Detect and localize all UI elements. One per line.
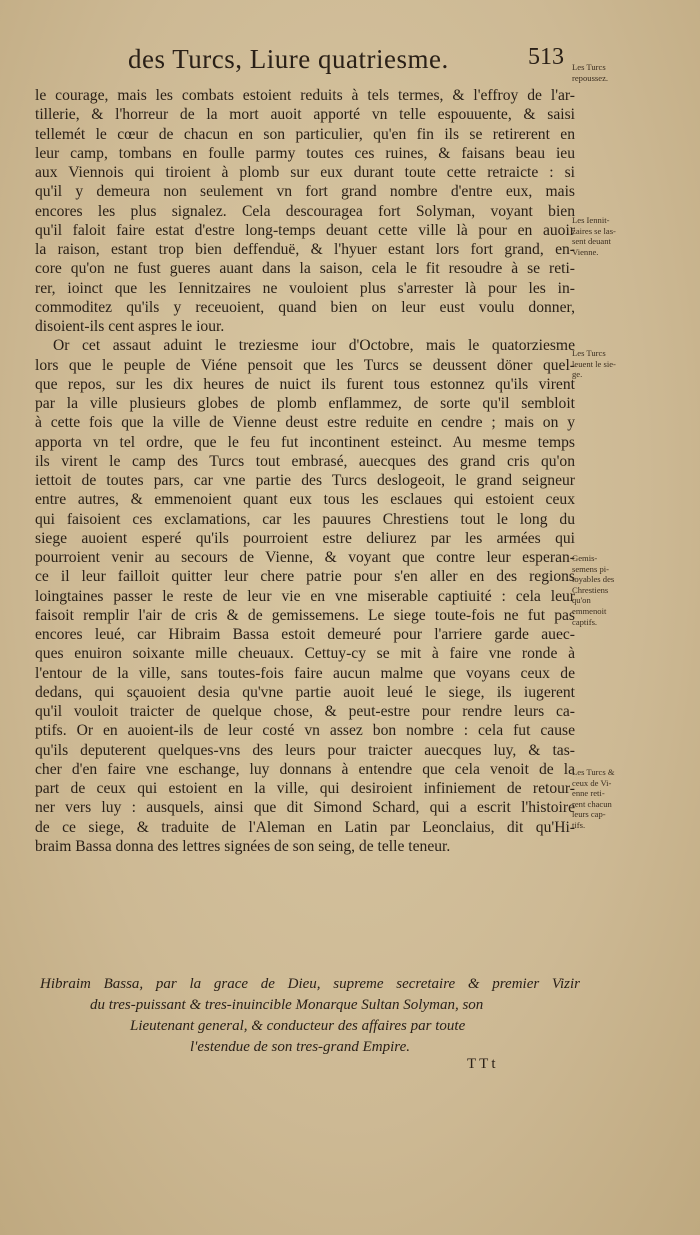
text-line: tillerie, & l'horreur de la mort auoit apporté vn telle espouuente, & saisi [35,106,575,124]
margin-note-line: rent chacun [572,798,612,809]
running-title: des Turcs, Liure quatriesme. [128,44,449,74]
page-header [128,44,648,84]
text-line: leur camp, tombans en foulle parmy toutes ces ruines, & faisans beau ieu [35,144,575,162]
text-line: lors que le peuple de Viéne pensoit que les Turcs se deussent döner quel- [35,356,575,374]
margin-note-line: ceux de Vi- [572,777,612,788]
paragraph-start-line: Or cet assaut aduint le treziesme iour d'Octobre, mais le quatorziesme [53,337,575,355]
margin-note-line: Les Turcs & [572,767,615,777]
margin-note-line: qu'on [572,595,591,606]
text-line: par la ville plusieurs globes de plomb enflammez, de sorte qu'il sembloit [35,395,575,412]
margin-note-line: leuent le sie- [572,358,616,369]
margin-note-line: Gemis- [572,553,598,563]
margin-note-line: repoussez. [572,72,609,83]
margin-note-line: emmenoit [572,605,607,616]
text-line: core qu'on ne fust gueres auant dans la saison, cela le fit resoudre à se reti- [35,260,575,278]
text-line: iettoit de toutes pars, car vne partie des Turcs deslogeoit, le grand seigneur [35,472,575,489]
text-line: faisoit remplir l'air de cris & de gemissemens. Le siege toute-fois ne fut pas [35,606,575,624]
text-line: ner vers luy : ausquels, ainsi que dit Simond Schard, qui a escrit l'histoire [35,799,575,817]
margin-note-line: Les Turcs [572,62,606,72]
text-line: apporta vn tel ordre, que le feu fut incontinent esteinct. Au mesme temps [35,433,575,451]
text-line: la raison, estant trop bien deffenduë, & l'hyuer estant lors fort grand, en- [35,241,575,258]
text-line: commoditez qu'ils y receuoient, quand bien on leur eust voulu donner, [35,298,575,316]
text-line: qu'il vouloit traicter de quelque chose, & peut-estre pour rendre leurs ca- [35,703,575,720]
text-line: aux Viennois qui tiroient à plomb sur eux durant toute cette retraicte : si [35,164,575,181]
text-line: cher d'en faire vne eschange, luy donnans à entendre que cela venoit de la [35,760,575,778]
margin-note-gemissemens [572,553,638,627]
text-line: entre autres, & emmenoient quant eux tous les esclaues qui estoient ceux [35,491,575,509]
margin-note-line: Chrestiens [572,584,609,595]
text-line: tellemét le cœur de chacun en son particulier, qu'en fin ils se retirerent en [35,125,575,143]
text-line: ce il leur failloit quitter leur chere patrie pour s'en aller en des regions [35,568,575,586]
margin-note-line: semens pi- [572,563,609,574]
margin-note-line: Les Turcs [572,348,606,358]
margin-note-turcs-repoussez [572,62,638,83]
text-line: dedans, qui sçauoient desia qu'vne partie auoit leué le siege, ils iugerent [35,683,575,701]
page-number: 513 [528,44,564,70]
salutation-line: du tres-puissant & tres-inuincible Monarque Sultan Solyman, son [90,997,484,1013]
text-line: rer, ioinct que les Iennitzaires ne vouloient plus s'arrester là pour les in- [35,279,575,297]
text-line: disoient-ils cent aspres le iour. [35,318,225,335]
main-text-block [35,86,575,856]
text-line: ques enuiron soixante mille cheuaux. Cettuy-cy se mit à faire vne ronde à [35,645,575,663]
margin-note-line: enne reti- [572,788,605,799]
text-line: ptifs. Or en auoient-ils de leur costé vn assez bon nombre : cela fut cause [35,722,575,740]
text-line: que repos, sur les dix heures de nuict ils furent tous estonnez qu'ils virent [35,375,575,393]
signature-mark: TTt [467,1056,499,1072]
margin-note-line: Vienne. [572,246,599,257]
salutation-line: Lieutenant general, & conducteur des affaires par toute [130,1018,466,1034]
text-line: siege auoient esperé qu'ils pourroient estre deliurez par les armées qui [35,529,575,547]
margin-note-line: tifs. [572,819,586,830]
text-line: qu'il y demeura non seulement vn fort grand nombre d'entre eux, mais [35,183,575,201]
text-line: qu'il faloit faire estat d'estre long-temps deuant cette ville là pour en auoir [35,221,575,239]
text-line: pourroient venir au secours de Vienne, & voyant que contre leur esperan- [35,549,575,566]
text-line: le courage, mais les combats estoient reduits à tels termes, & l'effroy de l'ar- [35,87,575,104]
margin-note-line: zaires se las- [572,225,616,236]
margin-note-line: ge. [572,369,583,380]
text-line: à cette fois que la ville de Vienne deust estre reduite en cendre ; mais on y [35,414,575,432]
margin-note-line: captifs. [572,616,598,627]
margin-note-line: leurs cap- [572,809,606,820]
margin-note-line: toyables des [572,574,615,585]
text-line: ils virent le camp des Turcs tout embrasé, auecques des grand cris qu'on [35,452,575,470]
salutation-line: Hibraim Bassa, par la grace de Dieu, supreme secretaire & premier Vizir [40,976,580,992]
text-line: qui faisoient ces exclamations, car les pauures Chrestiens tout le long du [35,510,575,528]
text-line: qu'ils deputerent quelques-vns des leurs pour traicter auecques luy, & tas- [35,741,575,759]
margin-note-captifs [572,767,638,831]
margin-note-leuent-siege [572,348,638,380]
text-line: encores les plus signalez. Cela descouragea fort Solyman, voyant bien [35,202,575,220]
letter-salutation [40,974,580,1058]
text-line: encores leué, car Hibraim Bassa estoit demeuré pour l'arriere garde auec- [35,626,575,643]
margin-note-iennitzaires [572,215,638,257]
text-line: loingtaines passer le reste de leur vie en vne miserable captiuité : cela leur [35,587,575,605]
text-line: de ce siege, & traduite de l'Aleman en Latin par Leonclaius, dit qu'Hi- [35,818,575,836]
margin-note-line: Les Iennit- [572,215,610,225]
text-line: part de ceux qui estoient en la ville, qui desiroient infiniement de retour- [35,780,575,797]
text-line: l'entour de la ville, sans toutes-fois faire aucun malme que voyans ceux de [35,664,575,682]
margin-note-line: sent deuant [572,236,611,247]
salutation-line: l'estendue de son tres-grand Empire. [190,1039,410,1055]
text-line: braim Bassa donna des lettres signées de son seing, de telle teneur. [35,837,451,855]
